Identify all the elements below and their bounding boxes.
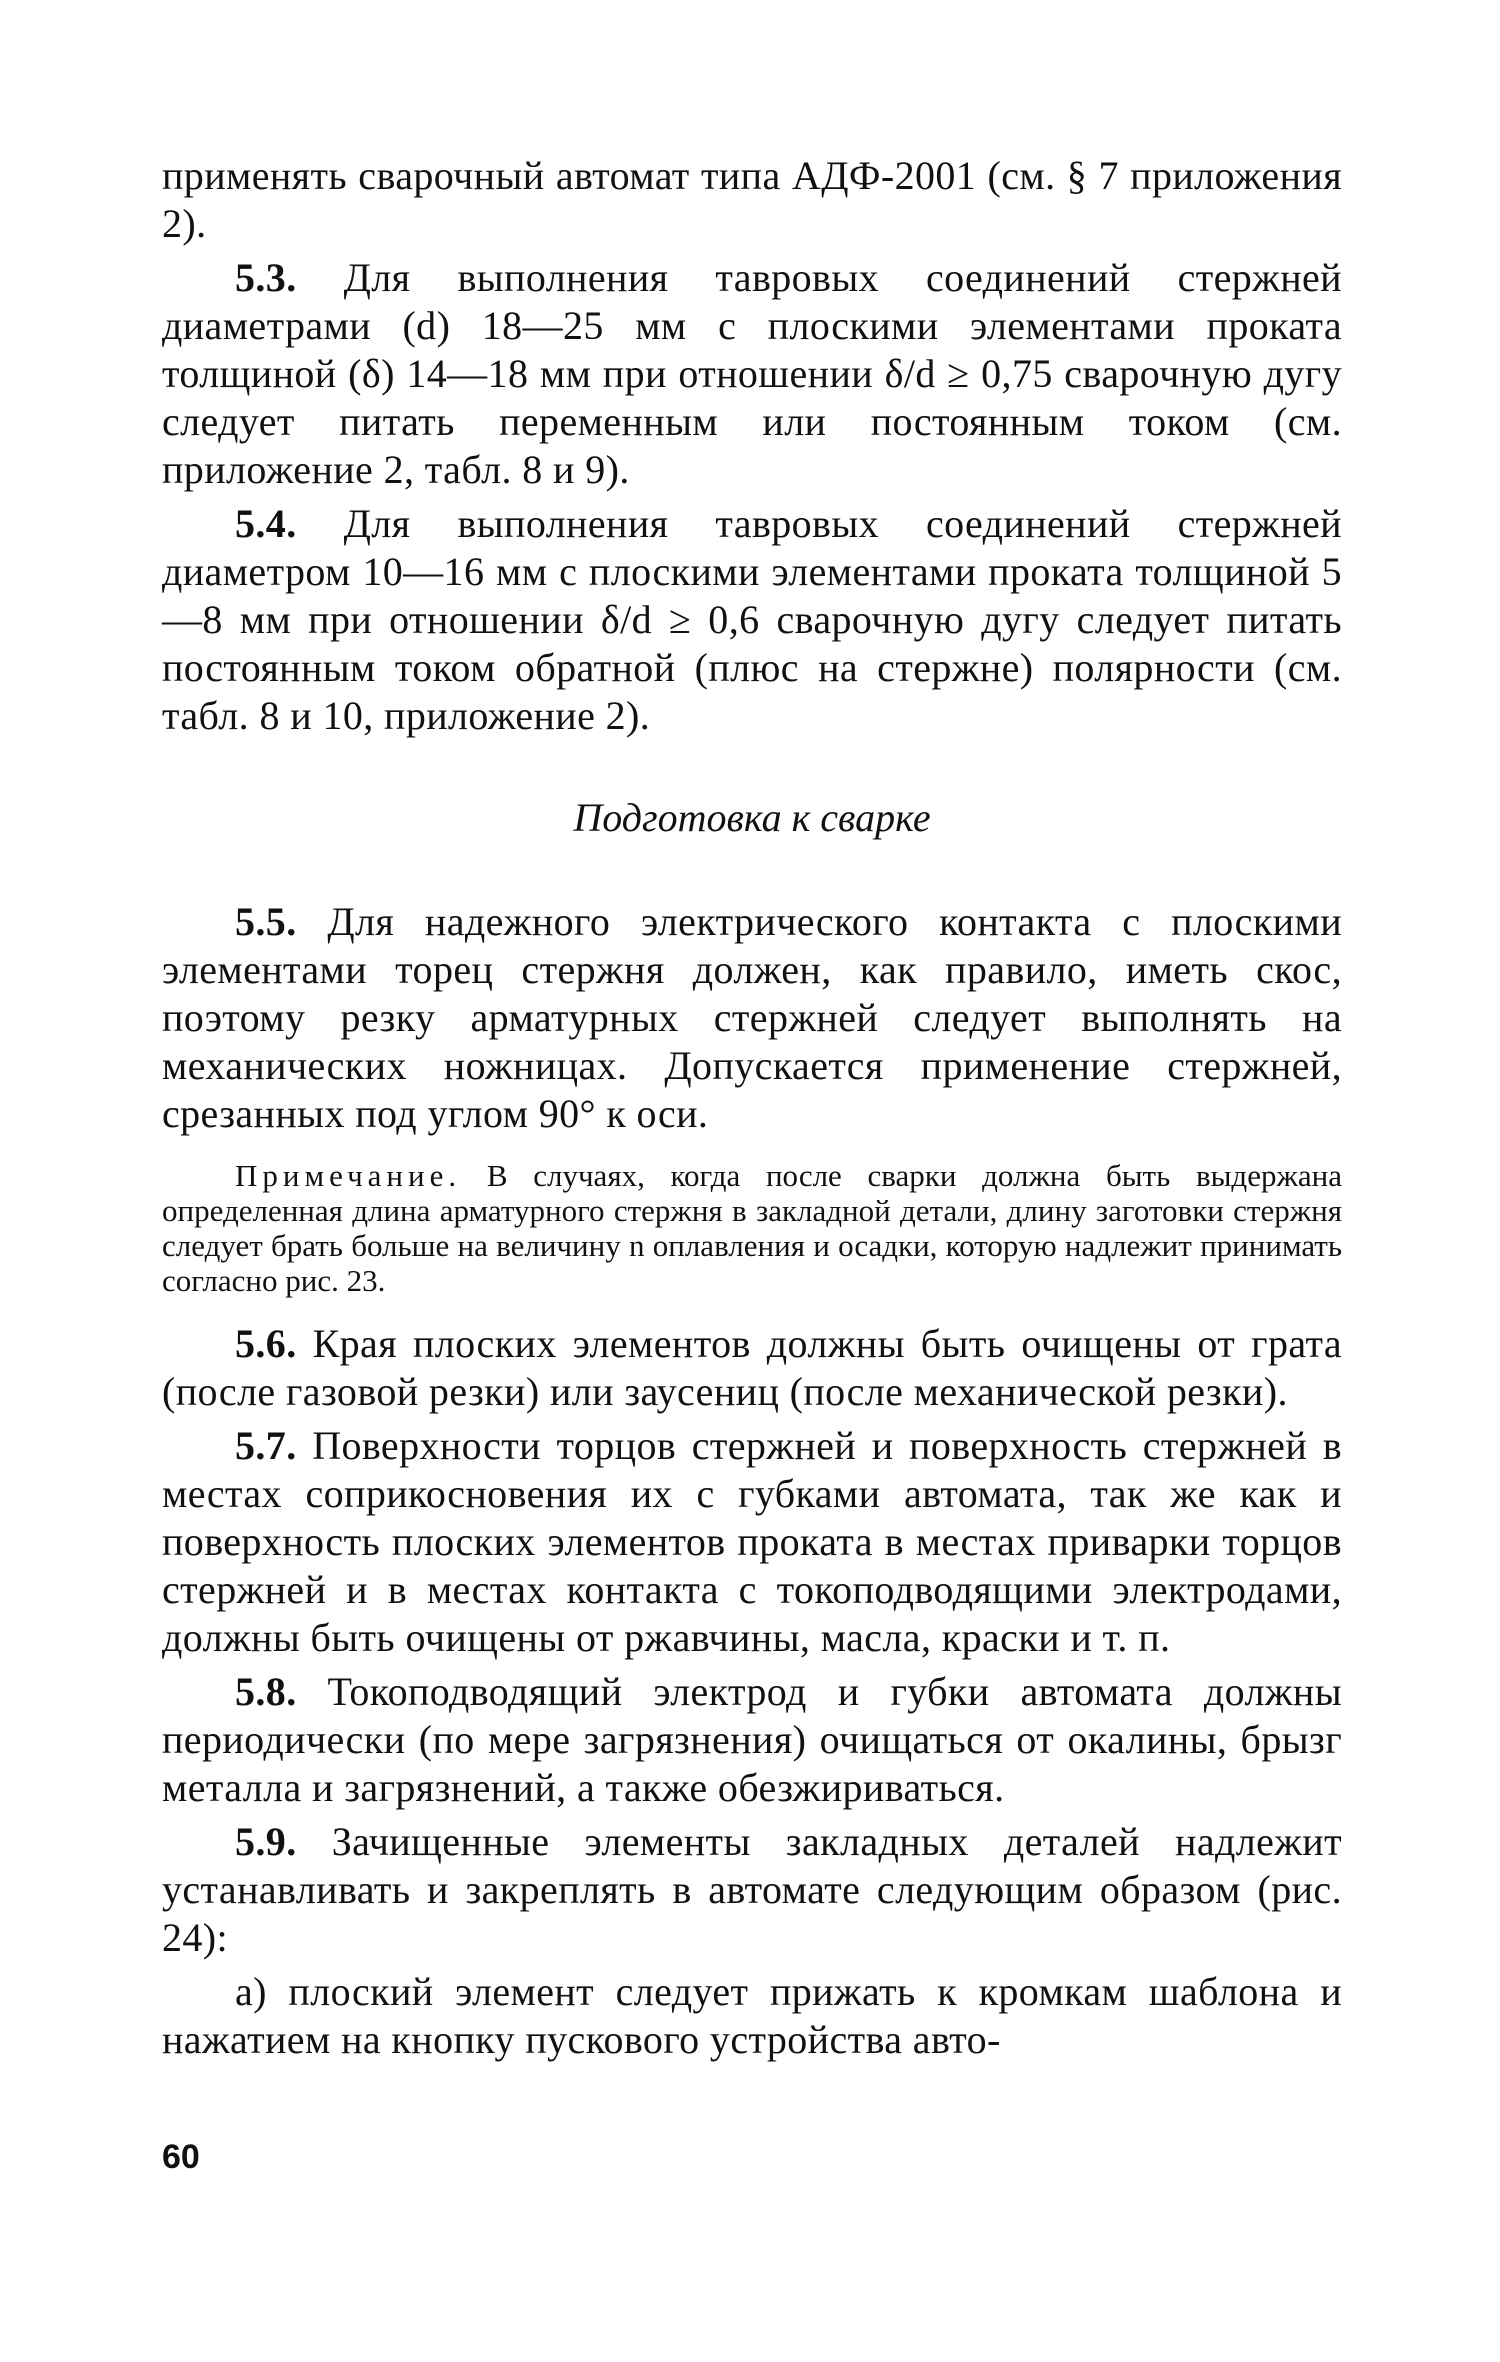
paragraph-text: Токоподводящий электрод и губки автомата должны периодически (по мере загрязнения) очищаться от окалины, брызг металла и загрязнений, а также обезжириваться. xyxy=(162,1669,1342,1810)
page-number: 60 xyxy=(162,2138,200,2176)
page-body xyxy=(162,152,1342,2064)
paragraph-text: Края плоских элементов должны быть очищены от грата (после газовой резки) или заусениц (после механической резки). xyxy=(162,1321,1342,1414)
paragraph-text: Для выполнения тавровых соединений стержней диаметром 10—16 мм с плоскими элементами проката толщиной 5—8 мм при отношении δ/d ≥ 0,6 сварочную дугу следует питать постоянным током обратной (плюс на стержне) полярности (см. табл. 8 и 10, приложение 2). xyxy=(162,501,1342,738)
paragraph-number: 5.5. xyxy=(235,899,297,944)
paragraph-number: 5.6. xyxy=(235,1321,297,1366)
note-label: Примечание. xyxy=(235,1158,462,1193)
paragraph-text: Зачищенные элементы закладных деталей надлежит устанавливать и закреплять в автомате следующим образом (рис. 24): xyxy=(162,1819,1342,1960)
paragraph-text: а) плоский элемент следует прижать к кромкам шаблона и нажатием на кнопку пускового устройства авто- xyxy=(162,1969,1342,2062)
paragraph-5-4 xyxy=(162,500,1342,740)
paragraph-text: Для выполнения тавровых соединений стержней диаметрами (d) 18—25 мм с плоскими элементами проката толщиной (δ) 14—18 мм при отношении δ/d ≥ 0,75 сварочную дугу следует питать переменным или постоянным током (см. приложение 2, табл. 8 и 9). xyxy=(162,255,1342,492)
paragraph-5-7 xyxy=(162,1422,1342,1662)
paragraph-5-9 xyxy=(162,1818,1342,1962)
paragraph-continuation xyxy=(162,152,1342,248)
paragraph-5-6 xyxy=(162,1320,1342,1416)
paragraph-number: 5.9. xyxy=(235,1819,297,1864)
paragraph-number: 5.4. xyxy=(235,501,297,546)
paragraph-text: Для надежного электрического контакта с плоскими элементами торец стержня должен, как правило, иметь скос, поэтому резку арматурных стержней следует выполнять на механических ножницах. Допускается применение стержней, срезанных под углом 90° к оси. xyxy=(162,899,1342,1136)
note-text: В случаях, когда после сварки должна быть выдержана определенная длина арматурного стержня в закладной детали, длину заготовки стержня следует брать больше на величину n оплавления и осадки, которую надлежит принимать согласно рис. 23. xyxy=(162,1158,1342,1298)
paragraph-number: 5.3. xyxy=(235,255,297,300)
paragraph-number: 5.8. xyxy=(235,1669,297,1714)
paragraph-5-3 xyxy=(162,254,1342,494)
note xyxy=(162,1158,1342,1298)
paragraph-5-5 xyxy=(162,898,1342,1138)
section-heading: Подготовка к сварке xyxy=(573,795,931,840)
paragraph-text: Поверхности торцов стержней и поверхность стержней в местах соприкосновения их с губками автомата, так же как и поверхность плоских элементов проката в местах приварки торцов стержней и в местах контакта с токоподводящими электродами, должны быть очищены от ржавчины, масла, краски и т. п. xyxy=(162,1423,1342,1660)
paragraph-number: 5.7. xyxy=(235,1423,297,1468)
paragraph-5-8 xyxy=(162,1668,1342,1812)
list-item-a xyxy=(162,1968,1342,2064)
paragraph-text: применять сварочный автомат типа АДФ-2001 (см. § 7 приложения 2). xyxy=(162,153,1342,246)
